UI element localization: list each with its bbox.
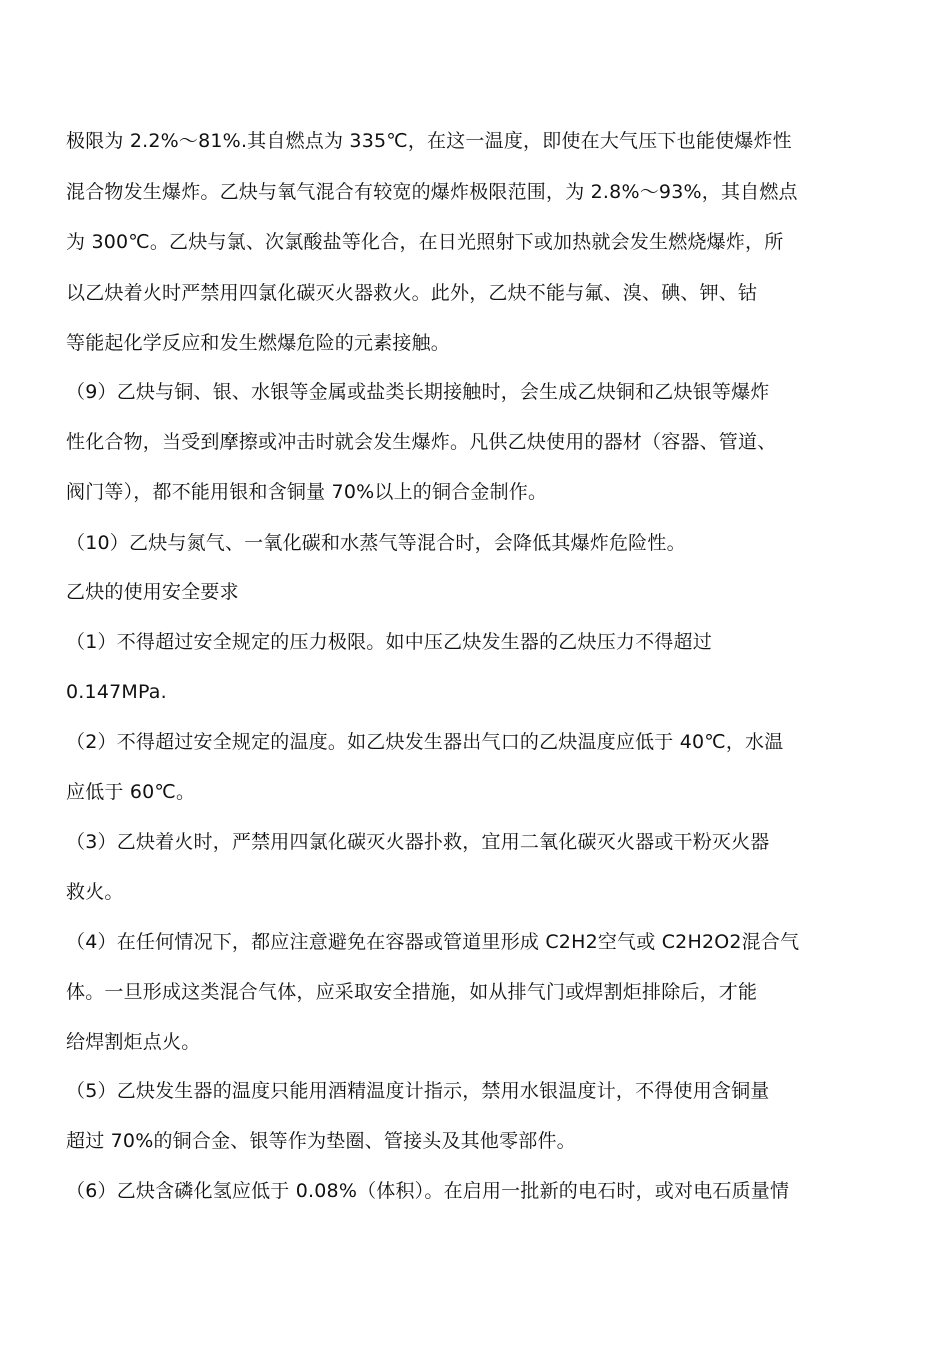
- text-line: （10）乙炔与氮气、一氧化碳和水蒸气等混合时，会降低其爆炸危险性。: [66, 532, 686, 554]
- text-line: 为 300℃。乙炔与氯、次氯酸盐等化合，在日光照射下或加热就会发生燃烧爆炸，所: [66, 231, 784, 253]
- text-line: （9）乙炔与铜、银、水银等金属或盐类长期接触时，会生成乙炔铜和乙炔银等爆炸: [66, 381, 770, 403]
- text-line: 阀门等），都不能用银和含铜量 70%以上的铜合金制作。: [66, 481, 548, 503]
- text-line: 超过 70%的铜合金、银等作为垫圈、管接头及其他零部件。: [66, 1130, 576, 1152]
- text-line: 极限为 2.2%～81%.其自燃点为 335℃，在这一温度，即使在大气压下也能使爆炸性: [66, 130, 792, 152]
- text-line: 性化合物，当受到摩擦或冲击时就会发生爆炸。凡供乙炔使用的器材（容器、管道、: [66, 431, 777, 453]
- text-line: 0.147MPa.: [66, 681, 167, 703]
- text-line: （2）不得超过安全规定的温度。如乙炔发生器出气口的乙炔温度应低于 40℃，水温: [66, 731, 784, 753]
- section-heading: 乙炔的使用安全要求: [66, 581, 239, 603]
- text-line: 以乙炔着火时严禁用四氯化碳灭火器救火。此外，乙炔不能与氟、溴、碘、钾、钴: [66, 282, 758, 304]
- text-line: （3）乙炔着火时，严禁用四氯化碳灭火器扑救，宜用二氧化碳灭火器或干粉灭火器: [66, 831, 770, 853]
- text-line: （1）不得超过安全规定的压力极限。如中压乙炔发生器的乙炔压力不得超过: [66, 631, 712, 653]
- text-line: （5）乙炔发生器的温度只能用酒精温度计指示，禁用水银温度计，不得使用含铜量: [66, 1080, 770, 1102]
- text-line: （6）乙炔含磷化氢应低于 0.08%（体积）。在启用一批新的电石时，或对电石质量情: [66, 1180, 790, 1202]
- text-line: 给焊割炬点火。: [66, 1031, 201, 1053]
- text-line: 混合物发生爆炸。乙炔与氧气混合有较宽的爆炸极限范围，为 2.8%～93%，其自燃点: [66, 181, 798, 203]
- text-line: 应低于 60℃。: [66, 781, 196, 803]
- text-line: 等能起化学反应和发生燃爆危险的元素接触。: [66, 332, 451, 354]
- text-line: （4）在任何情况下，都应注意避免在容器或管道里形成 C2H2空气或 C2H2O2混合气: [66, 931, 800, 953]
- text-line: 救火。: [66, 881, 124, 903]
- text-line: 体。一旦形成这类混合气体，应采取安全措施，如从排气门或焊割炬排除后，才能: [66, 981, 758, 1003]
